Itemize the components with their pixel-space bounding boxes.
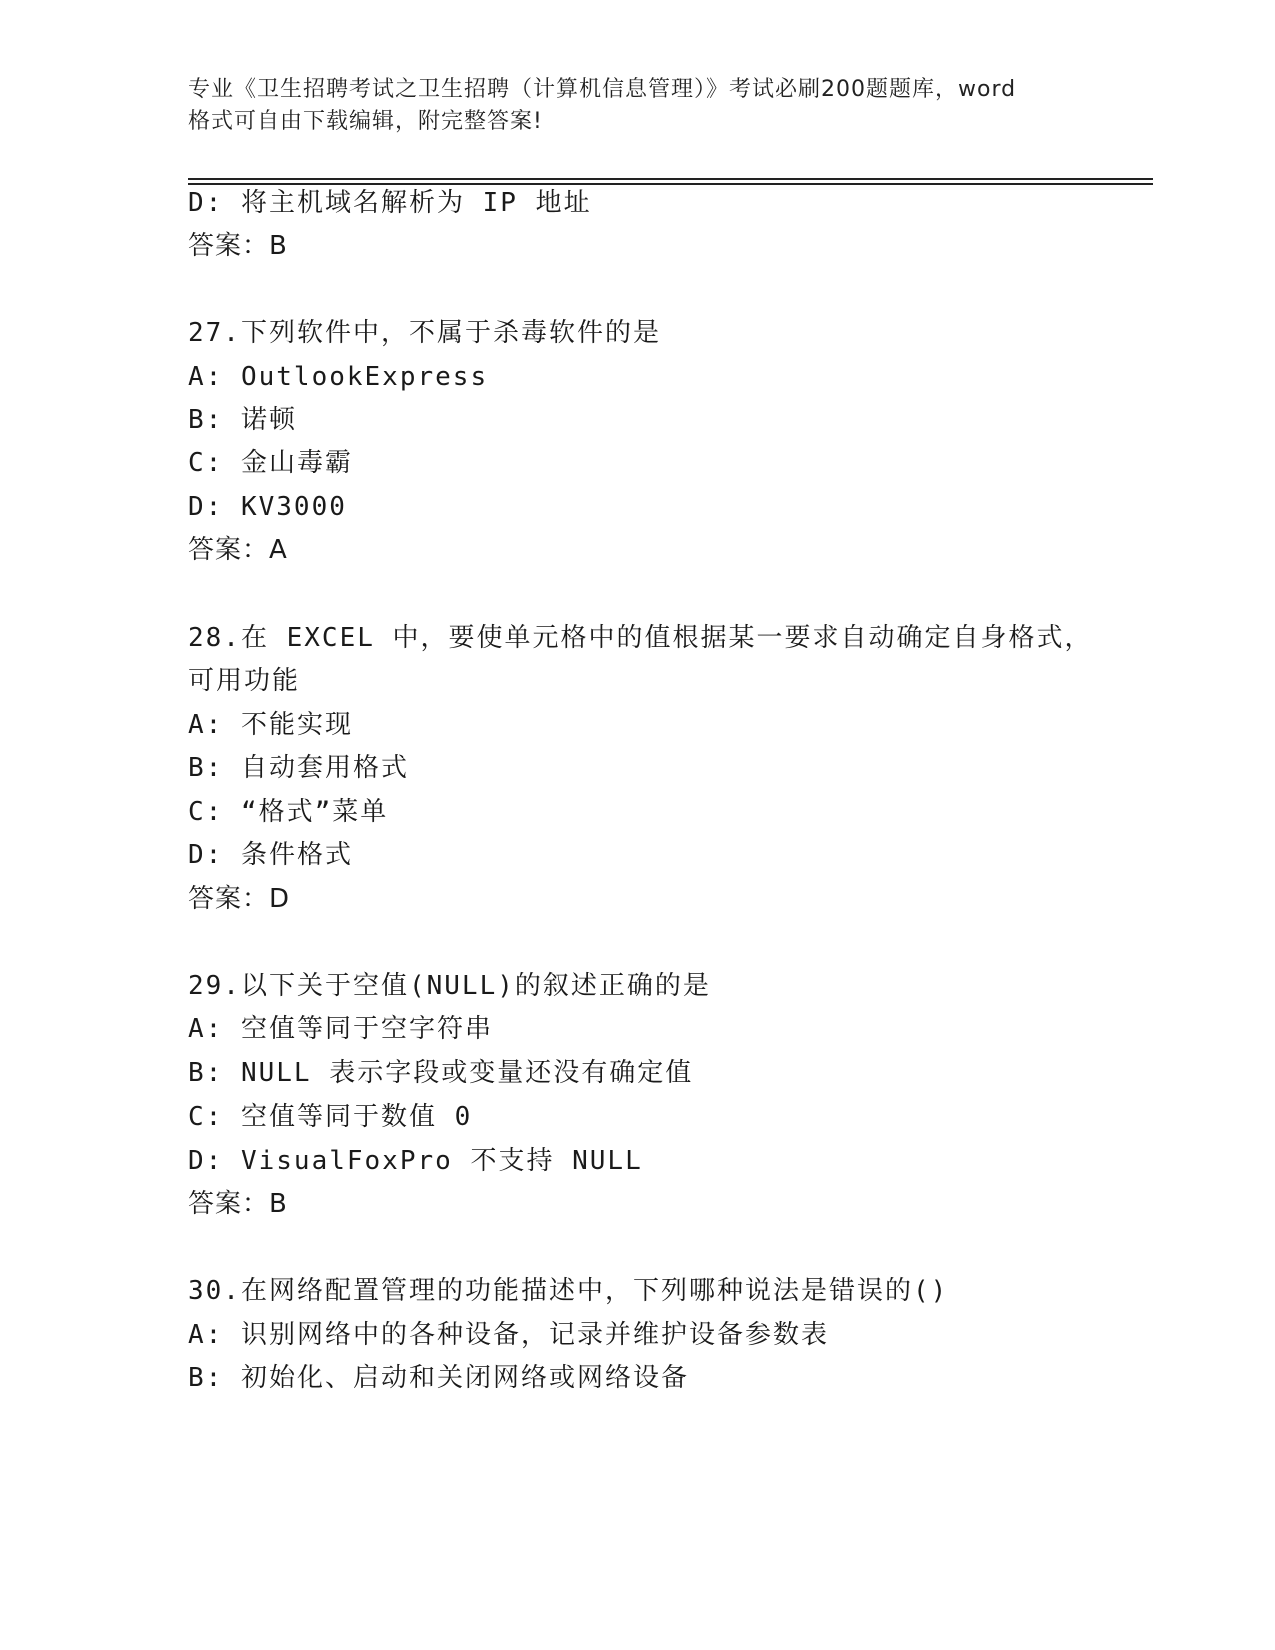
question-29-option-c: C: 空值等同于数值 0 bbox=[188, 1102, 473, 1132]
question-29-option-b: B: NULL 表示字段或变量还没有确定值 bbox=[188, 1058, 694, 1088]
question-27-answer: 答案：A bbox=[188, 535, 288, 565]
question-30-stem: 30.在网络配置管理的功能描述中，下列哪种说法是错误的() bbox=[188, 1276, 949, 1306]
question-28-answer: 答案：D bbox=[188, 884, 291, 914]
document-header bbox=[188, 74, 1088, 138]
question-28-option-b: B: 自动套用格式 bbox=[188, 753, 409, 783]
question-28-stem-line-2: 可用功能 bbox=[188, 666, 301, 696]
question-29-option-d: D: VisualFoxPro 不支持 NULL bbox=[188, 1146, 643, 1176]
question-29-option-a: A: 空值等同于空字符串 bbox=[188, 1014, 493, 1044]
question-27-option-c: C: 金山毒霸 bbox=[188, 448, 353, 478]
question-29-answer: 答案：B bbox=[188, 1189, 288, 1219]
question-27-option-a: A: OutlookExpress bbox=[188, 362, 489, 392]
prev-option-d: D: 将主机域名解析为 IP 地址 bbox=[188, 188, 592, 218]
question-28-option-c: C: “格式”菜单 bbox=[188, 797, 389, 827]
header-divider-top bbox=[188, 178, 1153, 180]
question-28-option-d: D: 条件格式 bbox=[188, 840, 353, 870]
header-line-2: 格式可自由下载编辑，附完整答案! bbox=[188, 109, 543, 134]
question-30-option-a: A: 识别网络中的各种设备，记录并维护设备参数表 bbox=[188, 1320, 829, 1350]
prev-answer: 答案：B bbox=[188, 231, 288, 261]
question-28-option-a: A: 不能实现 bbox=[188, 710, 353, 740]
question-28-stem-line-1: 28.在 EXCEL 中，要使单元格中的值根据某一要求自动确定自身格式， bbox=[188, 623, 1093, 653]
question-27-stem: 27.下列软件中，不属于杀毒软件的是 bbox=[188, 318, 661, 348]
question-30-option-b: B: 初始化、启动和关闭网络或网络设备 bbox=[188, 1363, 689, 1393]
header-line-1: 专业《卫生招聘考试之卫生招聘（计算机信息管理）》考试必刷200题题库，word bbox=[188, 77, 1017, 102]
question-27-option-d: D: KV3000 bbox=[188, 492, 347, 522]
question-27-option-b: B: 诺顿 bbox=[188, 405, 297, 435]
question-29-stem: 29.以下关于空值(NULL)的叙述正确的是 bbox=[188, 971, 711, 1001]
header-divider-bottom bbox=[188, 183, 1153, 185]
